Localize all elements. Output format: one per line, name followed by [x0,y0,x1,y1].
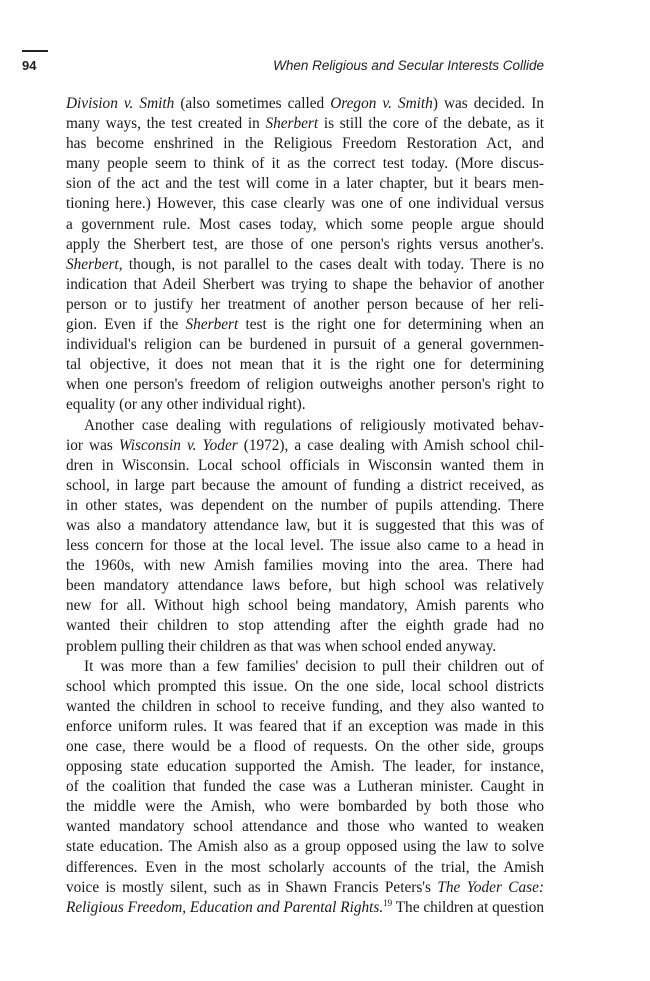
text-line [66,898,544,918]
text-line [66,717,544,737]
text-line [66,235,544,255]
text-line [66,576,544,596]
text-span: ior was [66,436,119,454]
text-line [66,335,544,355]
text-span: wanted the children in school to receive funding, and they also wanted to [66,697,544,715]
text-span: tal objective, it does not mean that it is the right one for determining [66,356,544,374]
text-line [66,556,544,576]
text-line [66,637,544,657]
text-span: enforce uniform rules. It was feared that if an exception was made in this [66,717,544,735]
text-line [66,114,544,134]
text-line [66,375,544,395]
text-line [66,657,544,677]
text-span: differences. Even in the most scholarly accounts of the trial, the Amish [66,858,544,876]
text-line [66,596,544,616]
text-span: the middle were the Amish, who were bombarded by both those who [66,798,544,816]
text-line [66,174,544,194]
text-span: many people seem to think of it as the correct test today. (More discus- [66,155,544,173]
text-line [66,255,544,275]
text-line [66,134,544,154]
text-span: was also a mandatory attendance law, but it is suggested that this was of [66,516,544,534]
text-line [66,858,544,878]
text-span: school, in large part because the amount of funding a district received, as [66,476,544,494]
text-span: gion. Even if the [66,316,186,334]
text-span: of the coalition that funded the case was a Lutheran minister. Caught in [66,778,544,796]
text-span: The children at question [392,898,545,916]
text-line [66,797,544,817]
text-span: many ways, the test created in [66,115,266,133]
text-span: It was more than a few families' decision to pull their children out of [84,657,544,675]
text-line [66,315,544,335]
text-span: new for all. Without high school being mandatory, Amish parents who [66,597,544,615]
text-span: , though, is not parallel to the cases dealt with today. There is no [118,255,544,273]
text-span: wanted their children to stop attending after the eighth grade had no [66,617,544,635]
italic-span: Division v. Smith [66,95,175,112]
italic-span: Oregon v. Smith [330,95,433,112]
text-line [66,737,544,757]
body-text [66,94,544,918]
text-span: equality (or any other individual right). [66,396,306,414]
italic-span: The Yoder Case: [437,878,544,896]
text-line [66,154,544,174]
text-line [66,516,544,536]
text-line [66,817,544,837]
text-span: school which prompted this issue. On the one side, local school districts [66,677,544,695]
text-line [66,436,544,456]
text-span: ) was decided. In [432,95,544,112]
text-span: when one person's freedom of religion outweighs another person's right to [66,376,544,394]
header-rule [22,50,48,52]
text-line [66,215,544,235]
text-span: (1972), a case dealing with Amish school chil- [237,436,545,454]
text-span: is still the core of the debate, as it [318,115,545,133]
running-head: When Religious and Secular Interests Collide [273,58,544,73]
text-span: sion of the act and the test will come in a later chapter, but it bears men- [66,175,544,193]
text-line [66,395,544,415]
text-span: tioning here.) However, this case clearly was one of one individual versus [66,195,544,213]
text-span: Another case dealing with regulations of religiously motivated behav- [84,416,544,434]
text-line [66,757,544,777]
text-line [66,697,544,717]
text-span: state education. The Amish also as a group opposed using the law to solve [66,838,544,856]
text-span: individual's religion can be burdened in pursuit of a general governmen- [66,336,544,354]
italic-span: Sherbert [185,316,239,334]
text-line [66,355,544,375]
text-line [66,878,544,898]
text-span: in other states, was dependent on the number of pupils attending. There [66,496,544,514]
text-span: less concern for those at the local level. The issue also came to a head in [66,537,544,555]
text-line [66,456,544,476]
text-span: problem pulling their children as that was when school ended anyway. [66,637,497,655]
text-line [66,94,544,114]
text-line [66,616,544,636]
text-line [66,496,544,516]
text-span: voice is mostly silent, such as in Shawn Francis Peters's [66,878,438,896]
italic-span: Sherbert [265,115,319,133]
text-span: apply the Sherbert test, are those of one person's rights versus another's. [66,235,544,253]
text-span: dren in Wisconsin. Local school officials in Wisconsin wanted them in [66,456,544,474]
text-span: the 1960s, with new Amish families moving into the area. There had [66,557,544,575]
text-span: person or to justify her treatment of another person because of her reli- [66,295,544,313]
italic-span: Sherbert [66,255,119,273]
text-line [66,295,544,315]
text-span: opposing state education supported the Amish. The leader, for instance, [66,758,544,776]
page-number: 94 [22,58,37,73]
text-line [66,275,544,295]
text-line [66,536,544,556]
text-span: has become enshrined in the Religious Freedom Restoration Act, and [66,135,544,153]
text-span: indication that Adeil Sherbert was trying to shape the behavior of another [66,275,544,293]
italic-span: Religious Freedom, Education and Parental Rights. [66,898,384,916]
text-span: test is the right one for determining when an [238,316,544,334]
text-line [66,837,544,857]
text-line [66,416,544,436]
text-line [66,194,544,214]
text-span: one case, there would be a flood of requests. On the other side, groups [66,738,544,755]
italic-span: Wisconsin v. Yoder [118,436,238,454]
footnote-ref: 19 [383,897,393,908]
text-span: (also sometimes called [174,95,331,112]
text-line [66,476,544,496]
text-line [66,777,544,797]
text-span: been mandatory attendance laws before, but high school was relatively [66,577,544,595]
text-span: wanted mandatory school attendance and those who wanted to weaken [66,818,544,836]
text-line [66,677,544,697]
text-span: a government rule. Most cases today, which some people argue should [66,215,544,233]
